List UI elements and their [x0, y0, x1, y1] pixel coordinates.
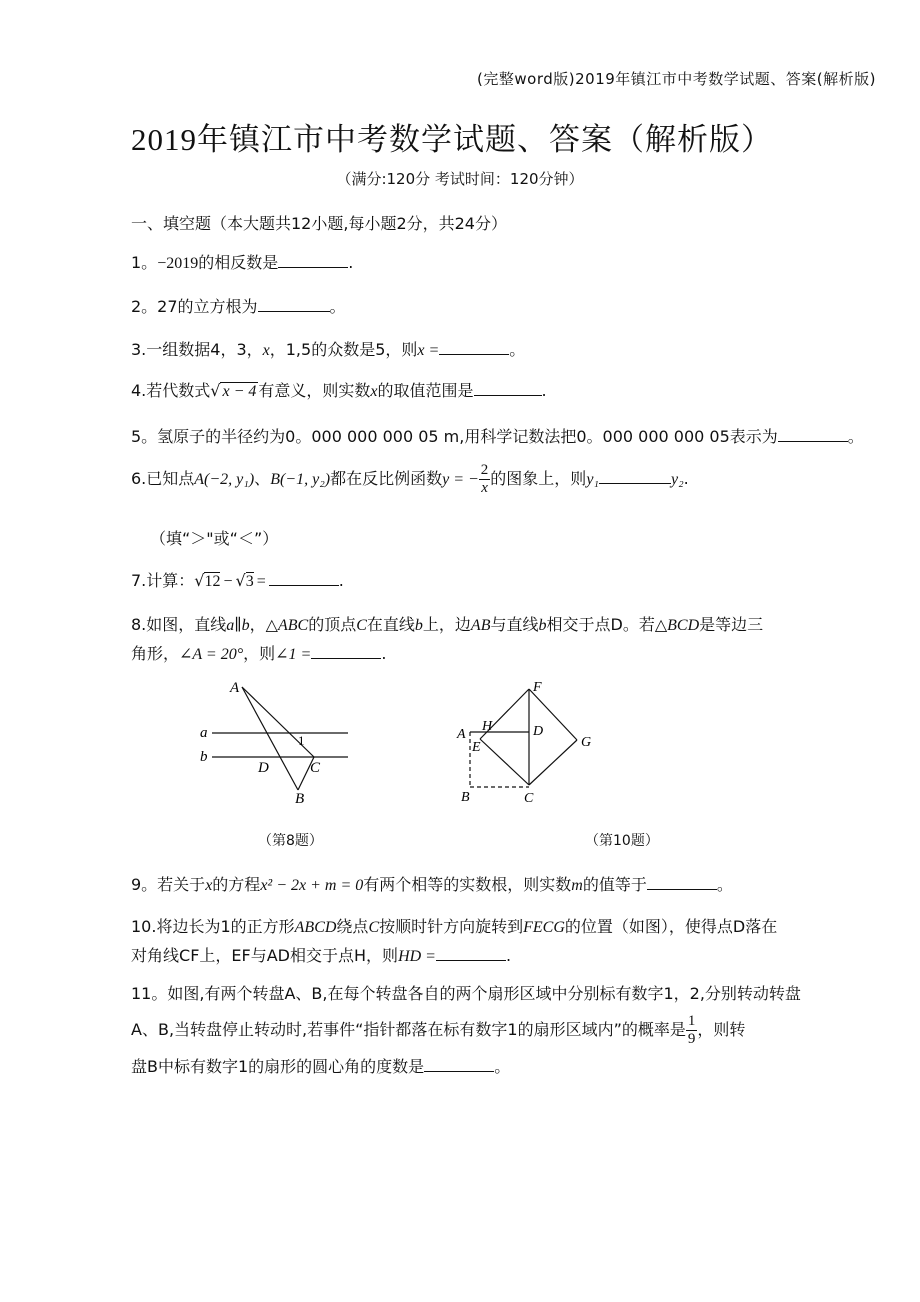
question-5: 5。氢原子的半径约为0。000 000 000 05 m,用科学记数法把0。000 000 000 05表示为 。: [131, 427, 864, 446]
label-G: G: [581, 735, 592, 750]
question-4: 4.若代数式√ x − 4 有意义，则实数x的取值范围是 .: [131, 381, 547, 400]
question-3: 3.一组数据4，3，x，1,5的众数是5，则x = 。: [131, 340, 526, 359]
label-B: B: [295, 791, 305, 807]
label-D: D: [533, 724, 544, 739]
page-title: 2019年镇江市中考数学试题、答案（解析版）: [131, 122, 773, 157]
figure-8-caption: （第8题）: [258, 833, 323, 849]
answer-blank-2[interactable]: [258, 295, 330, 312]
question-10-line-2: 对角线CF上，EF与AD相交于点H，则HD = .: [131, 946, 512, 965]
question-7: 7.计算：√12 − √3 = .: [131, 571, 344, 590]
question-6-hint: （填“＞"或“＜”）: [150, 529, 279, 548]
answer-blank-4[interactable]: [474, 379, 542, 396]
sqrt-symbol: √: [235, 571, 246, 590]
answer-blank-5[interactable]: [778, 425, 848, 442]
label-D: D: [258, 760, 269, 776]
label-E: E: [472, 740, 481, 755]
question-2: 2。27的立方根为 。: [131, 297, 346, 316]
sqrt-symbol: √: [194, 571, 205, 590]
answer-blank-3[interactable]: [439, 338, 509, 355]
answer-blank-9[interactable]: [647, 873, 717, 890]
fraction-1-over-9: $\frac{1}{9}$: [687, 1013, 696, 1047]
label-C: C: [524, 791, 534, 806]
question-1: 1。−2019的相反数是 .: [131, 253, 354, 272]
label-A: A: [457, 727, 466, 742]
segment-GC: [529, 740, 577, 785]
answer-blank-6[interactable]: [599, 467, 671, 484]
segment-CE: [480, 739, 529, 785]
question-11-line-2: A、B,当转盘停止转动时,若事件“指针都落在标有数字1的扇形区域内”的概率是 $\frac{1}{9}$ ，则转: [131, 1013, 746, 1047]
question-11-line-3: 盘B中标有数字1的扇形的圆心角的度数是 。: [131, 1057, 511, 1076]
question-9: 9。若关于x的方程x² − 2x + m = 0有两个相等的实数根，则实数m的值等于 。: [131, 875, 733, 894]
question-6: 6.已知点A(−2, y₁)、B(−1, y₂)都在反比例函数y = − $\frac{2}{x}$ 的图象上，则y₁ y₂.: [131, 462, 689, 496]
label-a: a: [200, 725, 208, 741]
figure-8: [190, 672, 360, 812]
label-F: F: [533, 680, 542, 695]
answer-blank-8[interactable]: [311, 642, 381, 659]
fraction-2-over-x: $\frac{2}{x}$: [480, 462, 489, 496]
question-8-line-2: 角形，∠A = 20°，则∠1 = .: [131, 644, 387, 663]
question-10-line-1: 10.将边长为1的正方形ABCD绕点C按顺时针方向旋转到FECG的位置（如图），使得点D落在: [131, 917, 778, 936]
label-H: H: [482, 719, 493, 734]
label-b: b: [200, 749, 208, 765]
question-8-line-1: 8.如图，直线a∥b，△ABC的顶点C在直线b上，边AB与直线b相交于点D。若△BCD是等边三: [131, 615, 764, 634]
answer-blank-11[interactable]: [424, 1055, 494, 1072]
label-angle-1: 1: [298, 733, 305, 748]
label-B: B: [461, 790, 470, 805]
answer-blank-10[interactable]: [436, 944, 506, 961]
answer-blank-1[interactable]: [278, 251, 348, 268]
label-A: A: [230, 680, 240, 696]
page-header: (完整word版)2019年镇江市中考数学试题、答案(解析版): [477, 70, 876, 88]
section-heading: 一、填空题（本大题共12小题,每小题2分，共24分）: [131, 214, 507, 233]
figure-10: [450, 675, 610, 810]
exam-info: （满分:120分 考试时间：120分钟）: [336, 170, 584, 188]
figure-10-caption: （第10题）: [585, 833, 659, 849]
question-11-line-1: 11。如图,有两个转盘A、B,在每个转盘各自的两个扇形区域中分别标有数字1，2,分别转动转盘: [131, 984, 801, 1003]
sqrt-symbol: √: [210, 381, 221, 400]
answer-blank-7[interactable]: [269, 569, 339, 586]
segment-AB: [242, 687, 298, 790]
label-C: C: [310, 760, 321, 776]
